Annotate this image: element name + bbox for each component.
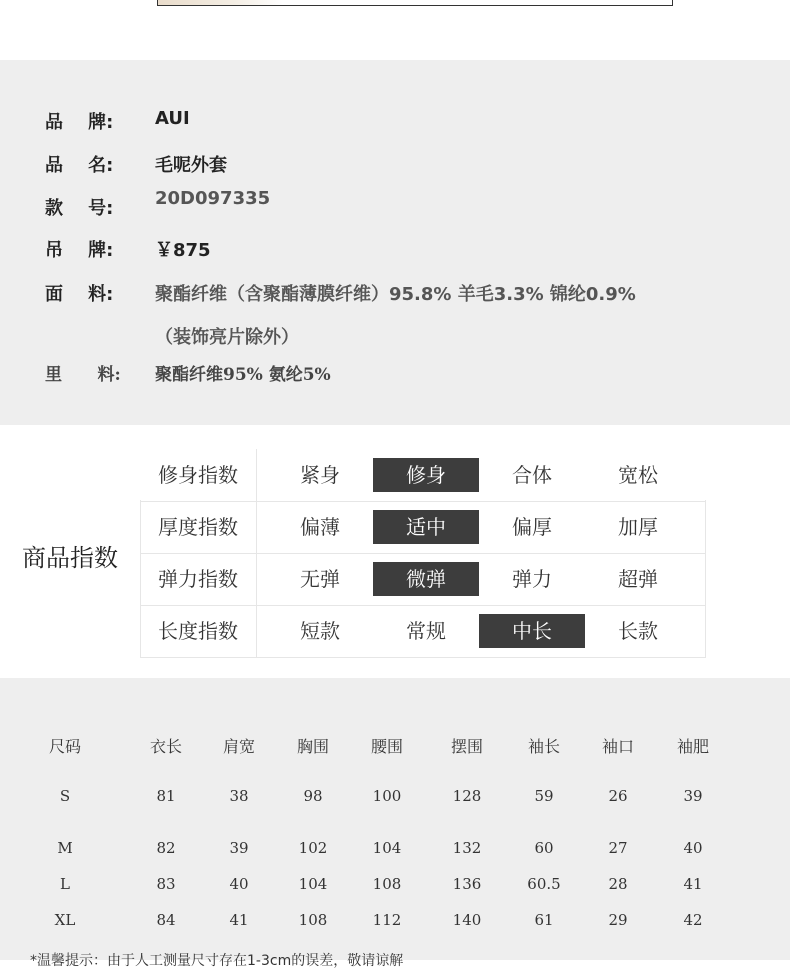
size-table-section (0, 678, 790, 969)
info-value-tag-price: ￥875 (155, 240, 211, 261)
info-label-lining: 里 料: (45, 365, 121, 385)
index-option: 合体 (512, 463, 552, 487)
size-cell: 41 (229, 911, 249, 929)
info-value-name: 毛呢外套 (155, 155, 227, 176)
info-value-lining: 聚酯纤维95% 氨纶5% (155, 365, 331, 385)
size-cell: M (57, 839, 73, 857)
size-cell: 28 (608, 875, 628, 893)
size-cell: 39 (229, 839, 249, 857)
index-row-label: 厚度指数 (140, 501, 257, 553)
info-row-name (0, 151, 790, 181)
index-option: 超弹 (618, 567, 658, 591)
info-label-brand: 品 牌: (45, 112, 114, 133)
info-label-name: 品 名: (45, 155, 114, 176)
size-note: *温馨提示：由于人工测量尺寸存在1-3cm的误差，敬请谅解 (30, 953, 404, 969)
size-cell: 27 (608, 839, 628, 857)
info-row-brand (0, 108, 790, 138)
size-cell: 104 (372, 839, 402, 857)
index-option: 偏薄 (300, 515, 340, 539)
product-image-frame (157, 0, 673, 6)
index-option: 修身 (373, 458, 479, 492)
size-cell: 40 (229, 875, 249, 893)
info-value-style-no: 20D097335 (155, 188, 271, 209)
info-value-fabric: 聚酯纤维（含聚酯薄膜纤维）95.8% 羊毛3.3% 锦纶0.9% (155, 284, 636, 305)
index-row-label: 弹力指数 (140, 553, 257, 605)
size-cell: 83 (156, 875, 176, 893)
index-row-thickness (140, 501, 706, 554)
index-row-length (140, 605, 706, 658)
index-row-elasticity (140, 553, 706, 606)
info-value-brand: AUI (155, 108, 190, 129)
size-cell: XL (54, 911, 76, 929)
info-row-tag-price (0, 236, 790, 266)
info-row-fabric-note (0, 323, 790, 353)
index-option: 紧身 (300, 463, 340, 487)
size-cell: 26 (608, 787, 628, 805)
size-cell: 104 (298, 875, 328, 893)
info-row-lining (0, 360, 790, 390)
index-option: 常规 (406, 619, 446, 643)
index-option: 微弹 (373, 562, 479, 596)
size-header-cell: 袖长 (527, 737, 560, 756)
size-cell: 60 (534, 839, 554, 857)
size-cell: 140 (452, 911, 482, 929)
size-cell: 41 (683, 875, 703, 893)
index-option: 中长 (479, 614, 585, 648)
size-cell: S (59, 787, 71, 805)
size-cell: 60.5 (527, 875, 561, 893)
size-header-cell: 摆围 (450, 737, 483, 756)
product-index-title: 商品指数 (22, 544, 118, 572)
info-label-tag-price: 吊 牌: (45, 240, 114, 261)
size-cell: 98 (303, 787, 323, 805)
index-row-label: 修身指数 (140, 449, 257, 501)
size-cell: 136 (452, 875, 482, 893)
index-option: 加厚 (618, 515, 658, 539)
size-header-cell: 腰围 (370, 737, 403, 756)
size-header-cell: 胸围 (296, 737, 329, 756)
size-cell: 108 (298, 911, 328, 929)
index-option: 短款 (300, 619, 340, 643)
index-row-label: 长度指数 (140, 605, 257, 657)
info-label-fabric: 面 料: (45, 284, 114, 305)
size-cell: 82 (156, 839, 176, 857)
size-cell: 108 (372, 875, 402, 893)
size-cell: 132 (452, 839, 482, 857)
size-cell: 59 (534, 787, 554, 805)
info-value-fabric-note: （装饰亮片除外） (155, 327, 299, 348)
size-cell: 100 (372, 787, 402, 805)
size-header-cell: 袖肥 (676, 737, 709, 756)
size-cell: 102 (298, 839, 328, 857)
size-cell: 81 (156, 787, 176, 805)
index-option: 无弹 (300, 567, 340, 591)
index-option: 弹力 (512, 567, 552, 591)
info-row-fabric (0, 280, 790, 310)
index-option: 适中 (373, 510, 479, 544)
product-index-table (140, 449, 706, 657)
size-header-cell: 袖口 (601, 737, 634, 756)
product-info-section (0, 60, 790, 425)
size-header-cell: 衣长 (149, 737, 182, 756)
index-option: 长款 (618, 619, 658, 643)
size-cell: 84 (156, 911, 176, 929)
size-cell: 42 (683, 911, 703, 929)
size-header-cell: 肩宽 (222, 737, 255, 756)
info-row-style-no (0, 188, 790, 218)
size-cell: 40 (683, 839, 703, 857)
index-option: 宽松 (618, 463, 658, 487)
info-label-style-no: 款 号: (45, 198, 114, 219)
size-cell: 29 (608, 911, 628, 929)
size-cell: 61 (534, 911, 554, 929)
size-cell: 128 (452, 787, 482, 805)
size-cell: L (60, 875, 70, 893)
product-image-thumbnail (158, 0, 283, 5)
index-row-fit (140, 449, 706, 502)
size-cell: 38 (229, 787, 249, 805)
size-cell: 112 (372, 911, 402, 929)
size-header-cell: 尺码 (48, 737, 81, 756)
index-option: 偏厚 (512, 515, 552, 539)
size-cell: 39 (683, 787, 703, 805)
